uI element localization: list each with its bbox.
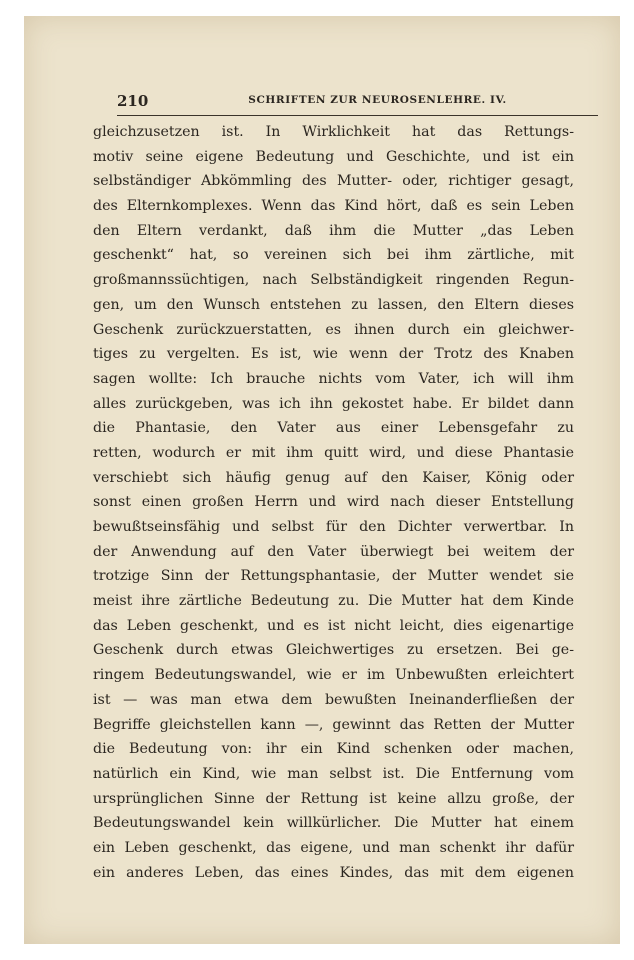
text-line: großmannssüchtigen, nach Selbständigkeit ringenden Regun- xyxy=(93,272,574,289)
header-rule xyxy=(117,115,598,116)
text-line: bewußtseinsfähig und selbst für den Dichter verwertbar. In xyxy=(93,519,574,535)
text-line: gen, um den Wunsch entstehen zu lassen, den Eltern dieses xyxy=(93,296,574,313)
text-line: gleichzusetzen ist. In Wirklichkeit hat das Rettungs- xyxy=(93,124,574,140)
text-line: den Eltern verdankt, daß ihm die Mutter „das Leben xyxy=(93,222,574,239)
text-line: natürlich ein Kind, wie man selbst ist. Die Entfernung vom xyxy=(93,765,574,782)
text-line: alles zurückgeben, was ich ihn gekostet habe. Er bildet dann xyxy=(93,395,574,412)
text-line: meist ihre zärtliche Bedeutung zu. Die Mutter hat dem Kinde xyxy=(93,593,574,610)
text-line: verschiebt sich häufig genug auf den Kaiser, König oder xyxy=(93,469,574,486)
text-line: die Phantasie, den Vater aus einer Lebensgefahr zu xyxy=(93,420,574,437)
text-line: die Bedeutung von: ihr ein Kind schenken oder machen, xyxy=(93,741,574,758)
text-line: Geschenk zurückzuerstatten, es ihnen durch ein gleichwer- xyxy=(93,321,574,338)
text-line: ein anderes Leben, das eines Kindes, das mit dem eigenen xyxy=(93,864,574,881)
text-line: sonst einen großen Herrn und wird nach dieser Entstellung xyxy=(93,494,574,511)
text-line: ursprünglichen Sinne der Rettung ist keine allzu große, der xyxy=(93,790,574,807)
running-head: SCHRIFTEN ZUR NEUROSENLEHRE. IV. xyxy=(248,94,507,106)
text-line: Geschenk durch etwas Gleichwertiges zu ersetzen. Bei ge- xyxy=(93,642,574,659)
body-text xyxy=(93,120,574,885)
text-line: der Anwendung auf den Vater überwiegt bei weitem der xyxy=(93,543,574,560)
text-line: das Leben geschenkt, und es ist nicht leicht, dies eigenartige xyxy=(93,617,574,634)
text-line: ist — was man etwa dem bewußten Ineinanderfließen der xyxy=(93,691,574,708)
text-line: trotzige Sinn der Rettungsphantasie, der Mutter wendet sie xyxy=(93,568,574,585)
text-line: ringem Bedeutungswandel, wie er im Unbewußten erleichtert xyxy=(93,667,574,684)
text-line: ein Leben geschenkt, das eigene, und man schenkt ihr dafür xyxy=(93,839,574,856)
page-header xyxy=(117,92,598,122)
text-line: motiv seine eigene Bedeutung und Geschichte, und ist ein xyxy=(93,148,574,165)
text-line: selbständiger Abkömmling des Mutter- oder, richtiger gesagt, xyxy=(93,173,574,190)
text-line: retten, wodurch er mit ihm quitt wird, und diese Phantasie xyxy=(93,444,574,461)
text-line: geschenkt“ hat, so vereinen sich bei ihm zärtliche, mit xyxy=(93,247,574,264)
page-number: 210 xyxy=(117,92,149,110)
text-line: sagen wollte: Ich brauche nichts vom Vater, ich will ihm xyxy=(93,370,574,387)
text-line: Bedeutungswandel kein willkürlicher. Die Mutter hat einem xyxy=(93,815,574,832)
text-line: Begriffe gleichstellen kann —, gewinnt das Retten der Mutter xyxy=(93,716,574,733)
text-line: tiges zu vergelten. Es ist, wie wenn der Trotz des Knaben xyxy=(93,346,574,363)
text-line: des Elternkomplexes. Wenn das Kind hört, daß es sein Leben xyxy=(93,198,574,215)
